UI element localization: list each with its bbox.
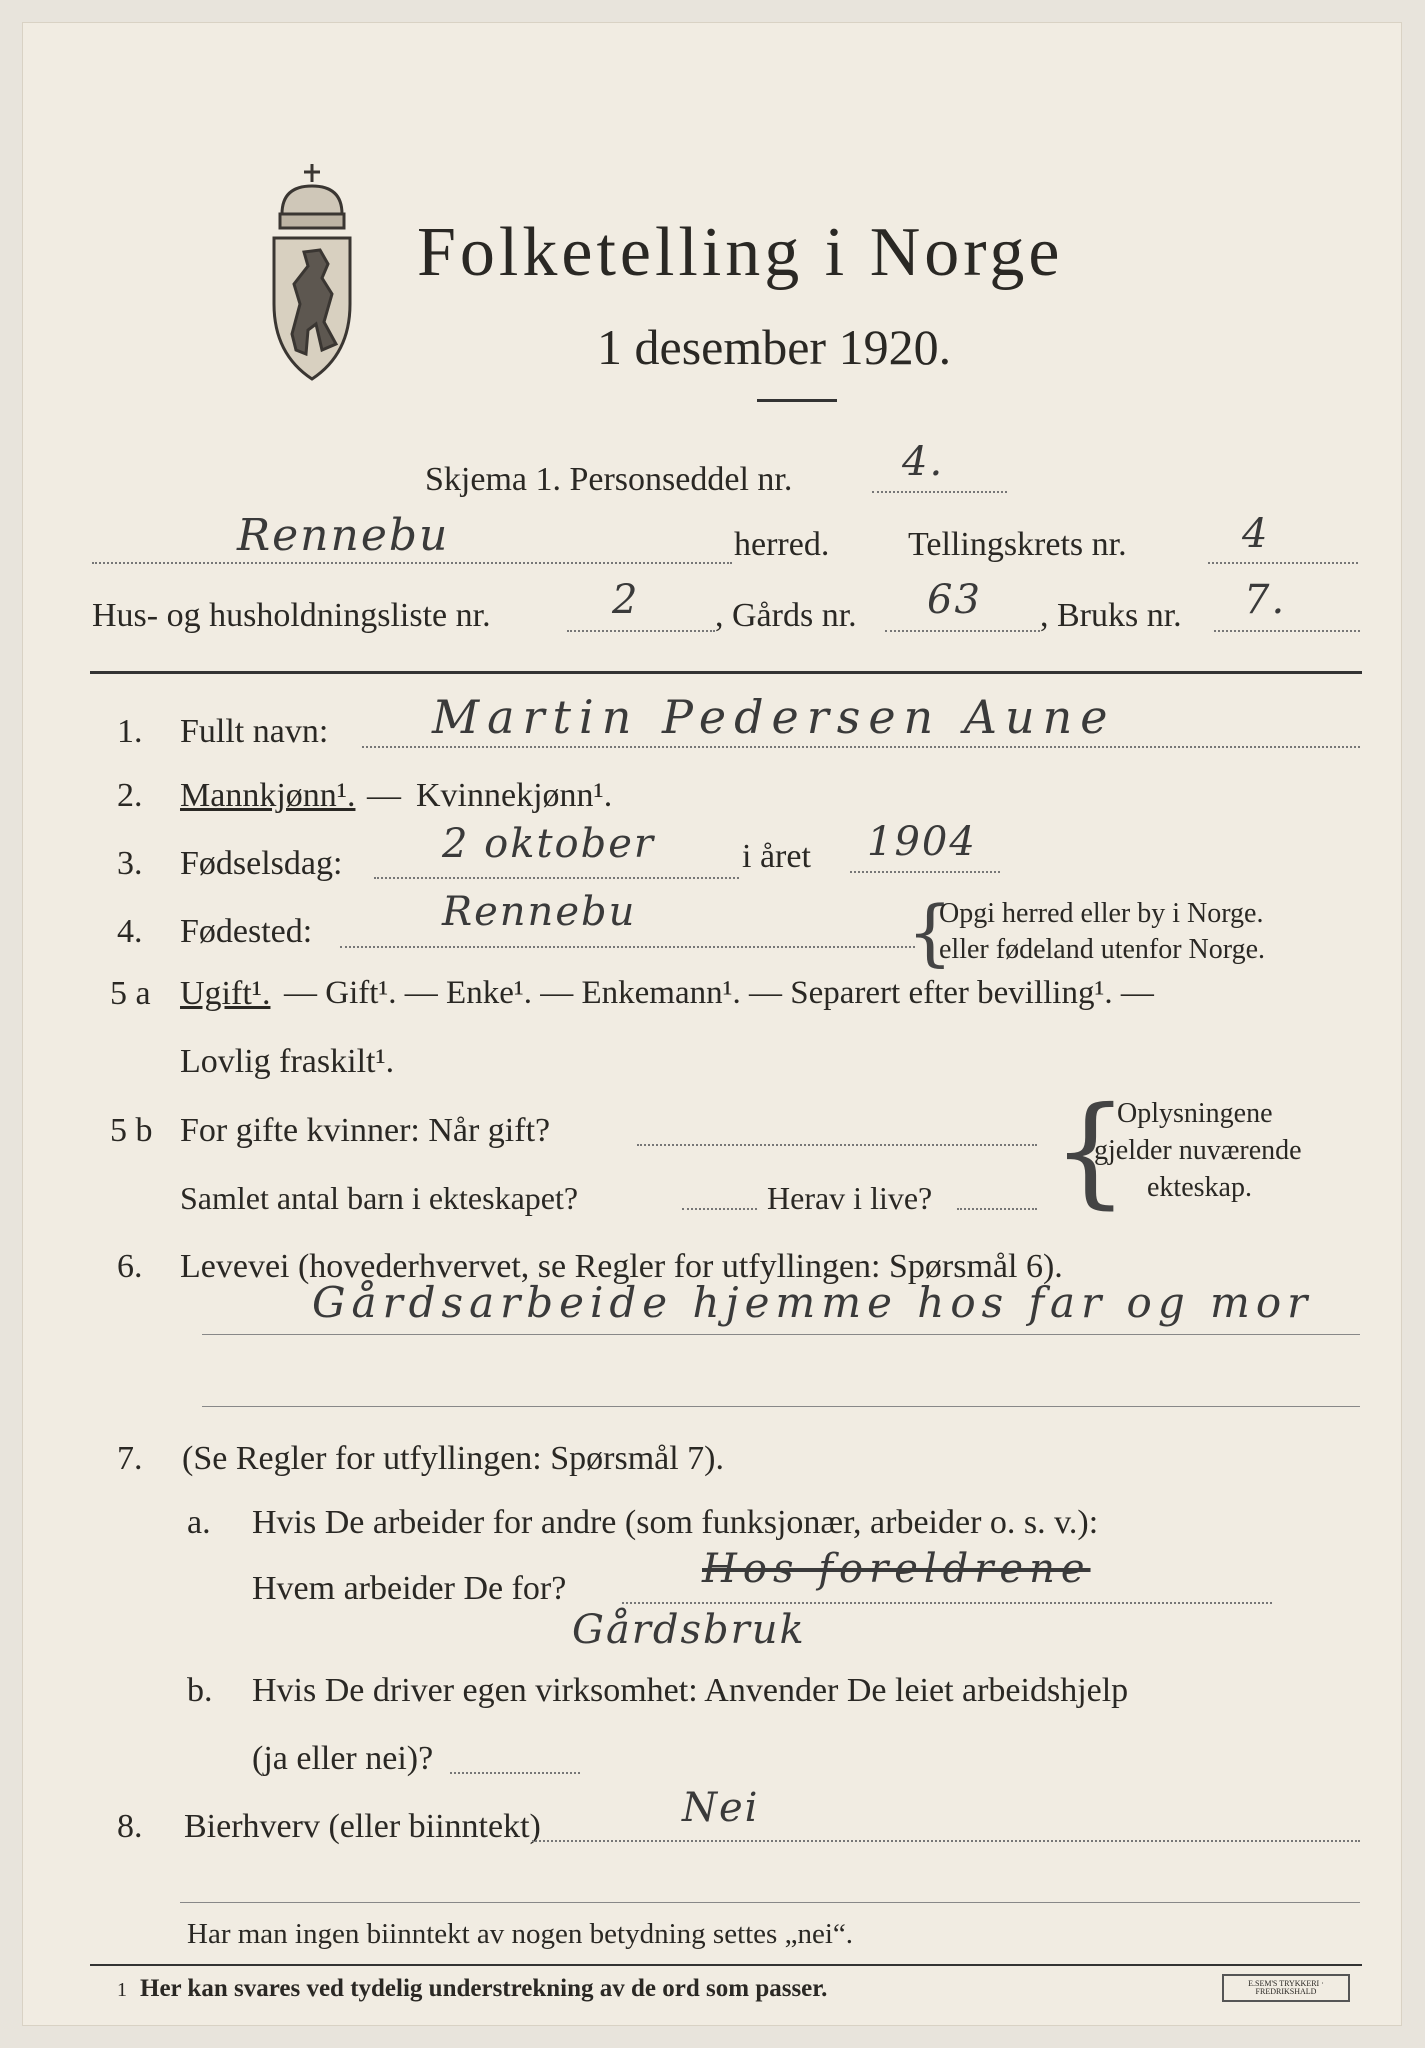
q5b-note-line1: Oplysningene [1117,1098,1273,1129]
coat-of-arms-icon [252,154,372,394]
q1-number: 1. [117,713,143,750]
q8-number: 8. [117,1808,143,1845]
q4-value[interactable]: Rennebu [442,889,637,935]
hus-label: Hus- og husholdningsliste nr. [92,597,491,634]
q7a-question: Hvem arbeider De for? [252,1570,567,1607]
q7a-text: Hvis De arbeider for andre (som funksjonær, arbeider o. s. v.): [252,1504,1099,1541]
q2-separator: — [367,777,401,814]
q3-label: Fødselsdag: [180,845,343,882]
q5b-label: For gifte kvinner: Når gift? [180,1112,551,1149]
q5a-other-options: — Gift¹. — Enke¹. — Enkemann¹. — Separert efter bevilling¹. — [284,975,1154,1011]
tellingskrets-field-line [1208,562,1358,564]
gards-value[interactable]: 63 [927,577,982,623]
title-divider [757,399,837,402]
q5a-number: 5 a [110,975,151,1012]
skjema-field-line [872,491,1007,493]
q7a-letter: a. [187,1504,211,1541]
herred-value[interactable]: Rennebu [237,510,450,561]
q4-field-line [340,946,915,948]
q7a-value[interactable]: Gårdsbruk [572,1607,806,1653]
herred-field-line [92,562,732,564]
hus-value[interactable]: 2 [612,577,640,623]
header-separator [90,671,1362,674]
census-date: 1 desember 1920. [597,319,952,375]
q3-year-label: i året [742,838,811,875]
q4-note-line1: Opgi herred eller by i Norge. [939,898,1264,929]
q5b-note-line2: gjelder nuværende [1094,1135,1302,1166]
q7a-field-line [622,1602,1272,1604]
q5b-children-field-line [682,1208,757,1210]
q3-year-value[interactable]: 1904 [867,819,977,865]
tellingskrets-value[interactable]: 4 [1242,511,1270,557]
q6-field-line-2 [202,1406,1360,1407]
tellingskrets-label: Tellingskrets nr. [908,526,1127,563]
q2-male-option[interactable]: Mannkjønn¹. [180,777,356,814]
footer-separator [90,1964,1362,1966]
gards-label: , Gårds nr. [715,597,857,634]
skjema-value[interactable]: 4. [902,439,945,485]
hus-field-line [567,630,715,632]
q7-number: 7. [117,1440,143,1477]
census-form-page [22,22,1402,2026]
q5b-children-label: Samlet antal barn i ekteskapet? [180,1180,579,1216]
q3-year-field-line [850,871,1000,873]
q5b-alive-label: Herav i live? [767,1180,933,1216]
q6-number: 6. [117,1248,143,1285]
q8-field-line [532,1840,1360,1842]
q7a-struck-value: Hos foreldrene [702,1546,1091,1592]
q5a-line2[interactable]: Lovlig fraskilt¹. [180,1043,395,1080]
q5b-alive-field-line [957,1208,1037,1210]
q8-label: Bierhverv (eller biinntekt) [184,1808,541,1845]
q8-field-line-2 [180,1902,1360,1903]
q1-label: Fullt navn: [180,713,329,750]
footnote-number: 1 [117,1979,127,2001]
q3-number: 3. [117,845,143,882]
q5b-brace: { [1052,1082,1129,1221]
q1-value[interactable]: Martin Pedersen Aune [432,690,1116,744]
q5a-ugift-option[interactable]: Ugift¹. [180,975,271,1012]
herred-label: herred. [734,526,830,563]
q7b-letter: b. [187,1672,213,1709]
q7b-question: (ja eller nei)? [252,1740,434,1777]
q7b-field-line [450,1772,580,1774]
q4-note-line2: eller fødeland utenfor Norge. [939,934,1266,965]
bruks-label: , Bruks nr. [1040,597,1182,634]
q4-brace: { [907,890,953,974]
printer-mark: E.SEM'S TRYKKERI · FREDRIKSHALD [1222,1974,1350,2002]
q5b-field-line [637,1144,1037,1146]
q2-female-option[interactable]: Kvinnekjønn¹. [416,777,613,814]
q4-label: Fødested: [180,913,313,950]
q6-value[interactable]: Gårdsarbeide hjemme hos far og mor [312,1278,1314,1327]
bruks-value[interactable]: 7. [1244,577,1287,623]
q3-field-line [374,877,739,879]
q4-number: 4. [117,913,143,950]
q7-label: (Se Regler for utfyllingen: Spørsmål 7). [182,1440,725,1477]
q6-field-line-1 [202,1334,1360,1335]
footnote-text: Her kan svares ved tydelig understrekning av de ord som passer. [140,1975,828,2002]
q1-field-line [362,746,1360,748]
q8-value[interactable]: Nei [682,1785,760,1831]
bruks-field-line [1214,630,1360,632]
q3-value[interactable]: 2 oktober [442,821,656,867]
skjema-label: Skjema 1. Personseddel nr. [425,461,793,498]
q2-number: 2. [117,777,143,814]
q5b-number: 5 b [110,1112,153,1149]
q7b-text: Hvis De driver egen virksomhet: Anvender De leiet arbeidshjelp [252,1672,1129,1709]
form-title: Folketelling i Norge [417,214,1064,291]
gards-field-line [885,630,1040,632]
q5b-note-line3: ekteskap. [1147,1172,1252,1203]
footer-note: Har man ingen biinntekt av nogen betydning settes „nei“. [187,1918,854,1950]
q6-label: Levevei (hovederhvervet, se Regler for utfyllingen: Spørsmål 6). [180,1248,1063,1285]
